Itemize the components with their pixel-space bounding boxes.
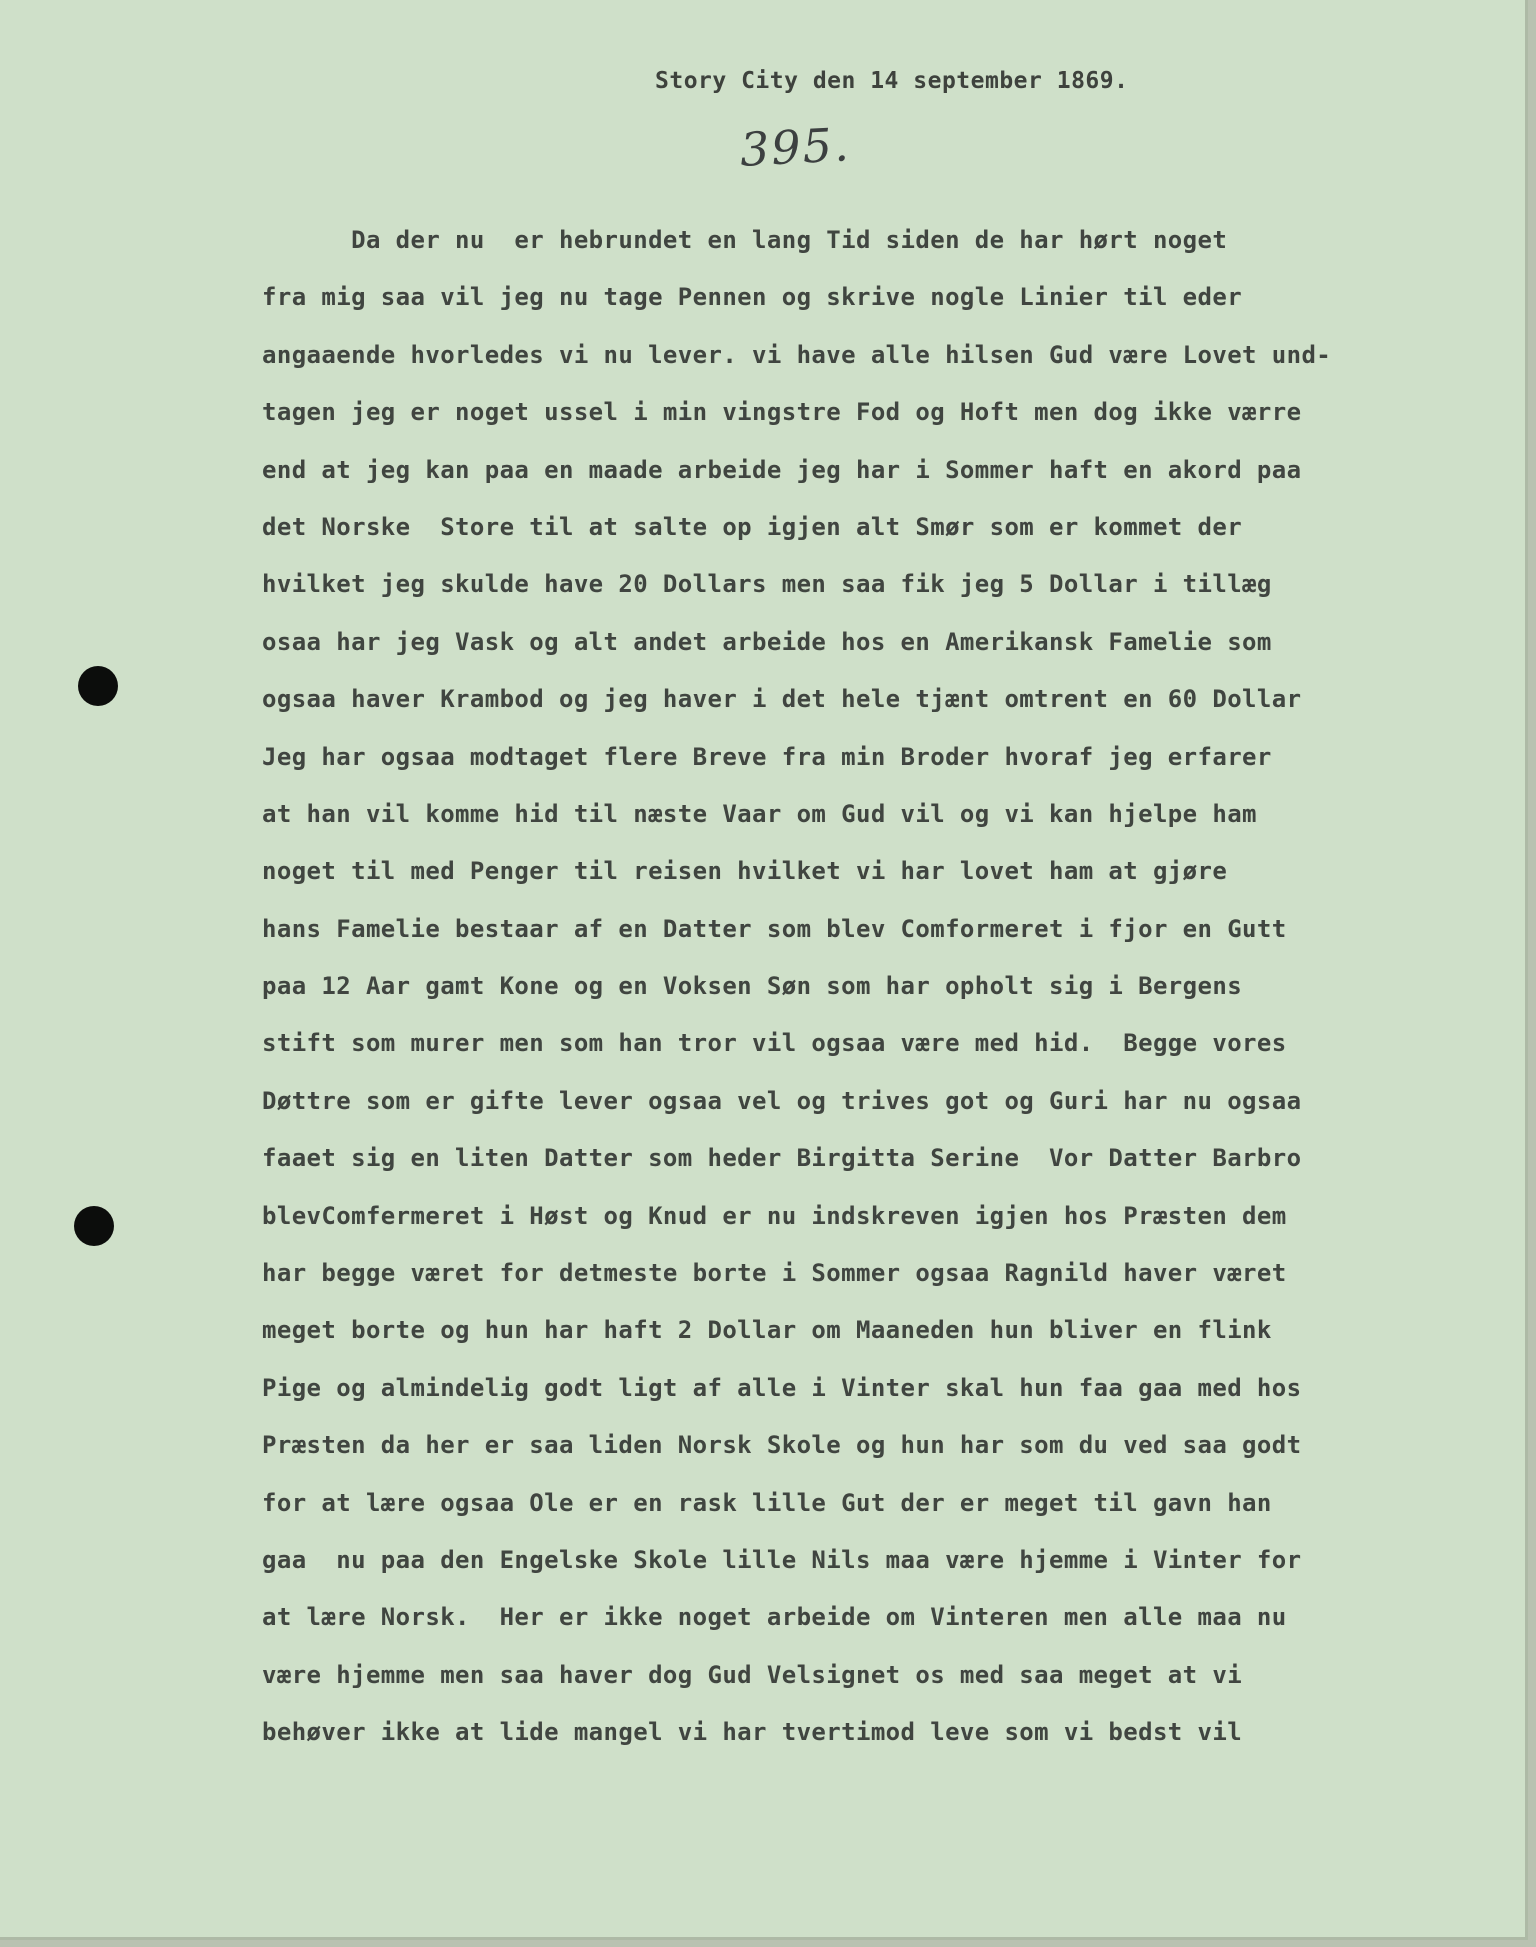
- letter-line: meget borte og hun har haft 2 Dollar om Maaneden hun bliver en flink: [262, 1316, 1272, 1345]
- letter-line: stift som murer men som han tror vil ogsaa være med hid. Begge vores: [262, 1029, 1287, 1058]
- letter-line: angaaende hvorledes vi nu lever. vi have alle hilsen Gud være Lovet und-: [262, 340, 1332, 369]
- letter-line: være hjemme men saa haver dog Gud Velsignet os med saa meget at vi: [262, 1660, 1243, 1689]
- letter-line: faaet sig en liten Datter som heder Birgitta Serine Vor Datter Barbro: [262, 1144, 1302, 1173]
- letter-line: hvilket jeg skulde have 20 Dollars men saa fik jeg 5 Dollar i tillæg: [262, 570, 1272, 599]
- punch-hole: [74, 1206, 114, 1246]
- letter-line: Jeg har ogsaa modtaget flere Breve fra min Broder hvoraf jeg erfarer: [262, 742, 1272, 771]
- letter-line: noget til med Penger til reisen hvilket vi har lovet ham at gjøre: [262, 857, 1228, 886]
- letter-line: for at lære ogsaa Ole er en rask lille Gut der er meget til gavn han: [262, 1488, 1272, 1517]
- letter-line: end at jeg kan paa en maade arbeide jeg har i Sommer haft en akord paa: [262, 455, 1302, 484]
- letter-line: Da der nu er hebrundet en lang Tid siden de har hørt noget: [262, 226, 1228, 254]
- letter-line: at han vil komme hid til næste Vaar om Gud vil og vi kan hjelpe ham: [262, 799, 1257, 828]
- letter-line: Pige og almindelig godt ligt af alle i Vinter skal hun faa gaa med hos: [262, 1373, 1302, 1402]
- letter-line: ogsaa haver Krambod og jeg haver i det hele tjænt omtrent en 60 Dollar: [262, 685, 1302, 714]
- letter-line: har begge været for detmeste borte i Sommer ogsaa Ragnild haver været: [262, 1259, 1287, 1288]
- letter-line: Døttre som er gifte lever ogsaa vel og trives got og Guri har nu ogsaa: [262, 1086, 1302, 1115]
- letter-line: Præsten da her er saa liden Norsk Skole og hun har som du ved saa godt: [262, 1431, 1302, 1460]
- handwritten-page-number: 395.: [738, 117, 852, 177]
- letter-dateline: Story City den 14 september 1869.: [655, 68, 1129, 94]
- letter-line: tagen jeg er noget ussel i min vingstre Fod og Hoft men dog ikke værre: [262, 398, 1302, 427]
- letter-line: osaa har jeg Vask og alt andet arbeide hos en Amerikansk Famelie som: [262, 627, 1272, 656]
- letter-line: paa 12 Aar gamt Kone og en Voksen Søn som har opholt sig i Bergens: [262, 972, 1243, 1001]
- punch-hole: [78, 666, 118, 706]
- letter-line: det Norske Store til at salte op igjen alt Smør som er kommet der: [262, 512, 1243, 541]
- letter-line: fra mig saa vil jeg nu tage Pennen og skrive nogle Linier til eder: [262, 283, 1243, 312]
- letter-line: at lære Norsk. Her er ikke noget arbeide om Vinteren men alle maa nu: [262, 1603, 1287, 1632]
- letter-line: behøver ikke at lide mangel vi har tvertimod leve som vi bedst vil: [262, 1718, 1243, 1747]
- letter-line: hans Famelie bestaar af en Datter som blev Comformeret i fjor en Gutt: [262, 914, 1287, 943]
- letter-line: gaa nu paa den Engelske Skole lille Nils maa være hjemme i Vinter for: [262, 1545, 1302, 1574]
- letter-line: blevComfermeret i Høst og Knud er nu indskreven igjen hos Præsten dem: [262, 1201, 1287, 1230]
- letter-body: [262, 212, 1331, 1762]
